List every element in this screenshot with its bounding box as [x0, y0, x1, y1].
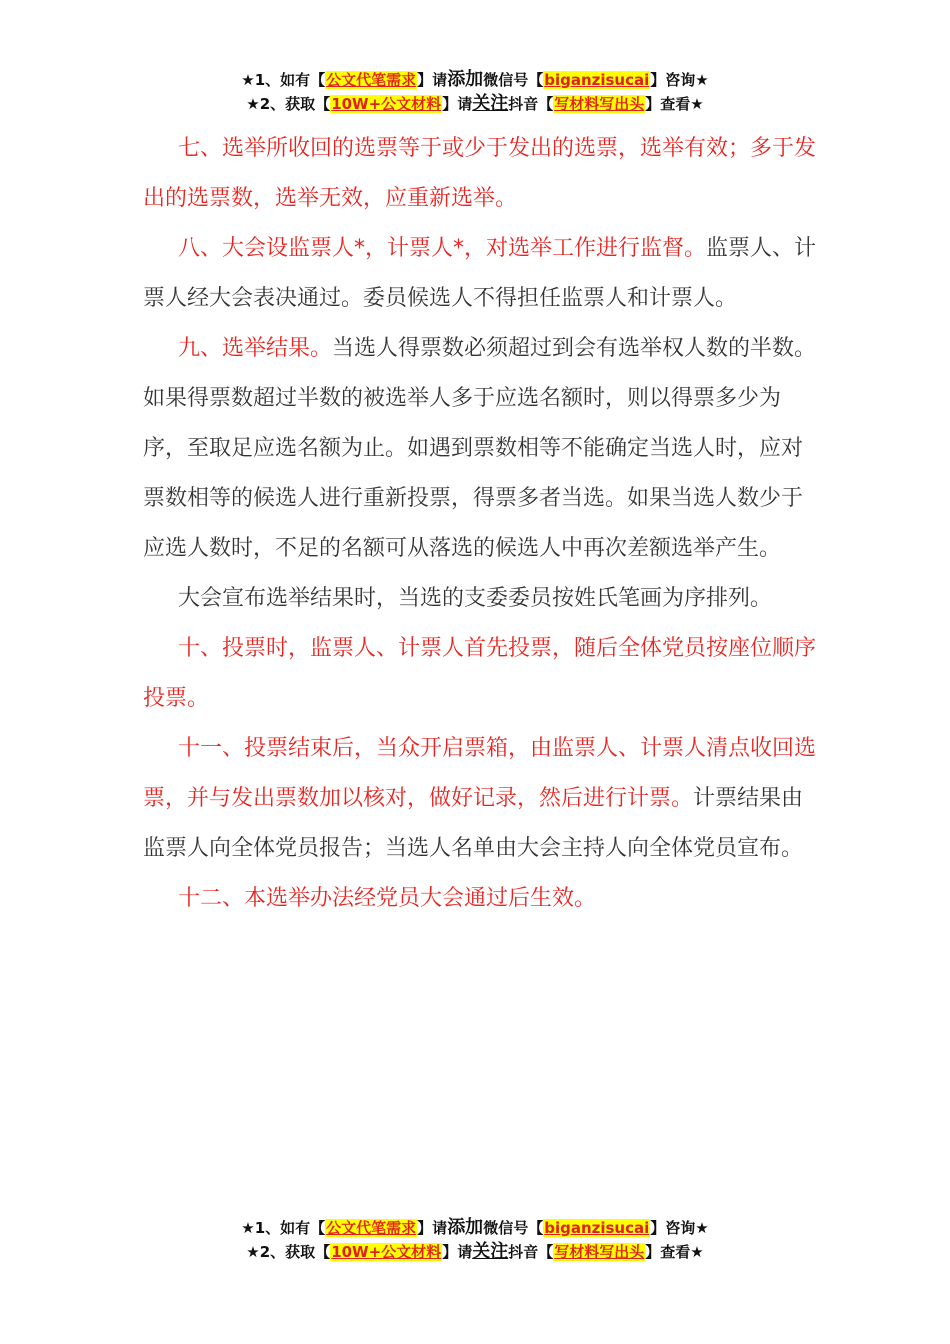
highlight-douyin-account: 写材料写出头	[554, 1243, 645, 1261]
highlight-douyin-account: 写材料写出头	[554, 95, 645, 113]
paragraph-item-8: 八、大会设监票人*，计票人*，对选举工作进行监督。监票人、计票人经大会表决通过。委员候选人不得担任监票人和计票人。	[143, 236, 817, 311]
highlight-materials: 10W+公文材料	[331, 95, 442, 113]
banner-line-2: ★2、获取【10W+公文材料】请关注抖音【写材料写出头】查看★	[246, 1241, 704, 1262]
highlight-service: 公文代笔需求	[326, 1219, 417, 1237]
highlight-wechat-id: biganzisucai	[544, 71, 650, 89]
paragraph-item-12: 十二、本选举办法经党员大会通过后生效。	[178, 886, 597, 911]
highlight-materials: 10W+公文材料	[331, 1243, 442, 1261]
banner-line-1: ★1、如有【公文代笔需求】请添加微信号【biganzisucai】咨询★	[241, 1217, 709, 1238]
highlight-service: 公文代笔需求	[326, 71, 417, 89]
paragraph-announcement: 大会宣布选举结果时，当选的支委委员按姓氏笔画为序排列。	[178, 586, 773, 611]
highlight-wechat-id: biganzisucai	[544, 1219, 650, 1237]
banner-line-1: ★1、如有【公文代笔需求】请添加微信号【biganzisucai】咨询★	[241, 69, 709, 90]
paragraph-item-11: 十一、投票结束后，当众开启票箱，由监票人、计票人清点收回选票，并与发出票数加以核对，做好记录，然后进行计票。计票结果由监票人向全体党员报告；当选人名单由大会主持人向全体党员宣布。	[143, 736, 817, 861]
header-banner	[0, 68, 950, 116]
footer-banner	[0, 1216, 950, 1264]
paragraph-item-10: 十、投票时，监票人、计票人首先投票，随后全体党员按座位顺序投票。	[143, 636, 817, 711]
document-body	[143, 124, 823, 924]
paragraph-item-9: 九、选举结果。当选人得票数必须超过到会有选举权人数的半数。如果得票数超过半数的被选举人多于应选名额时，则以得票多少为序，至取足应选名额为止。如遇到票数相等不能确定当选人时，应对票数相等的候选人进行重新投票，得票多者当选。如果当选人数少于应选人数时，不足的名额可从落选的候选人中再次差额选举产生。	[143, 336, 817, 561]
paragraph-item-7: 七、选举所收回的选票等于或少于发出的选票，选举有效；多于发出的选票数，选举无效，应重新选举。	[143, 136, 817, 211]
banner-line-2: ★2、获取【10W+公文材料】请关注抖音【写材料写出头】查看★	[246, 93, 704, 114]
